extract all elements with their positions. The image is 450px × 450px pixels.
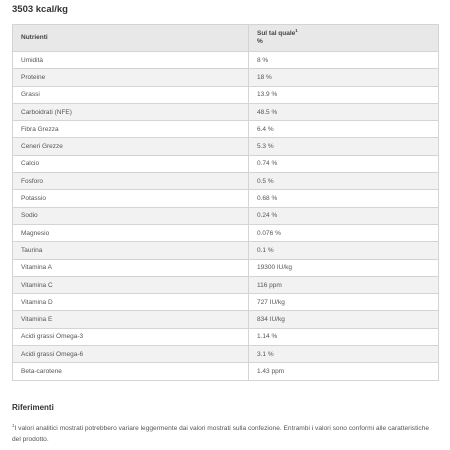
nutrient-name: Acidi grassi Omega-6 — [13, 346, 249, 363]
nutrient-name: Magnesio — [13, 224, 249, 241]
nutrient-name: Sodio — [13, 207, 249, 224]
nutrient-value: 0.1 % — [249, 242, 439, 259]
footnote-text: I valori analitici mostrati potrebbero variare leggermente dai valori mostrati sulla confezione. Entrambi i valori sono conformi alle caratteristiche del prodotto. — [12, 425, 430, 443]
nutrient-name: Vitamina C — [13, 276, 249, 293]
nutrient-value: 727 IU/kg — [249, 294, 439, 311]
nutrient-name: Umidità — [13, 52, 249, 69]
nutrient-value: 834 IU/kg — [249, 311, 439, 328]
table-row — [13, 69, 439, 86]
table-row — [13, 155, 439, 172]
nutrient-name: Vitamina E — [13, 311, 249, 328]
nutrient-name: Taurina — [13, 242, 249, 259]
nutrient-value: 19300 IU/kg — [249, 259, 439, 276]
energy-value: 3503 kcal/kg — [12, 4, 68, 15]
nutrient-value: 13.9 % — [249, 86, 439, 103]
nutrient-name: Beta-carotene — [13, 363, 249, 380]
nutrient-name: Proteine — [13, 69, 249, 86]
nutrient-name: Fibra Grezza — [13, 121, 249, 138]
nutrient-value: 0.24 % — [249, 207, 439, 224]
table-row — [13, 294, 439, 311]
nutrient-value: 8 % — [249, 52, 439, 69]
footnote-marker: 1 — [12, 422, 15, 428]
table-row — [13, 86, 439, 103]
nutrient-name: Calcio — [13, 155, 249, 172]
table-row — [13, 103, 439, 120]
table-row — [13, 276, 439, 293]
nutrient-name: Carboidrati (NFE) — [13, 103, 249, 120]
header-nutrient: Nutrienti — [13, 25, 249, 52]
table-row — [13, 190, 439, 207]
header-value-line2: % — [257, 38, 263, 45]
nutrient-value: 1.14 % — [249, 328, 439, 345]
table-header-row — [13, 25, 439, 52]
nutrient-value: 0.74 % — [249, 155, 439, 172]
nutrient-value: 0.68 % — [249, 190, 439, 207]
header-value-line1: Sul tal quale — [257, 30, 296, 37]
references-footnote — [12, 423, 438, 445]
nutrient-value: 1.43 ppm — [249, 363, 439, 380]
nutrient-name: Potassio — [13, 190, 249, 207]
nutrient-name: Vitamina A — [13, 259, 249, 276]
table-row — [13, 346, 439, 363]
table-row — [13, 311, 439, 328]
table-row — [13, 224, 439, 241]
nutrient-value: 3.1 % — [249, 346, 439, 363]
table-row — [13, 207, 439, 224]
table-row — [13, 259, 439, 276]
nutrient-value: 48.5 % — [249, 103, 439, 120]
header-value — [249, 25, 439, 52]
table-row — [13, 52, 439, 69]
table-row — [13, 173, 439, 190]
nutrient-value: 6.4 % — [249, 121, 439, 138]
nutrient-value: 0.076 % — [249, 224, 439, 241]
nutrient-name: Fosforo — [13, 173, 249, 190]
table-row — [13, 121, 439, 138]
table-row — [13, 328, 439, 345]
nutrient-name: Acidi grassi Omega-3 — [13, 328, 249, 345]
nutrition-table — [12, 24, 439, 381]
header-value-sup: 1 — [295, 27, 298, 33]
nutrient-name: Vitamina D — [13, 294, 249, 311]
nutrient-value: 116 ppm — [249, 276, 439, 293]
nutrient-value: 0.5 % — [249, 173, 439, 190]
nutrient-name: Grassi — [13, 86, 249, 103]
table-row — [13, 138, 439, 155]
table-row — [13, 363, 439, 380]
nutrient-value: 5.3 % — [249, 138, 439, 155]
table-row — [13, 242, 439, 259]
nutrient-name: Ceneri Grezze — [13, 138, 249, 155]
nutrient-value: 18 % — [249, 69, 439, 86]
references-title: Riferimenti — [12, 403, 54, 412]
